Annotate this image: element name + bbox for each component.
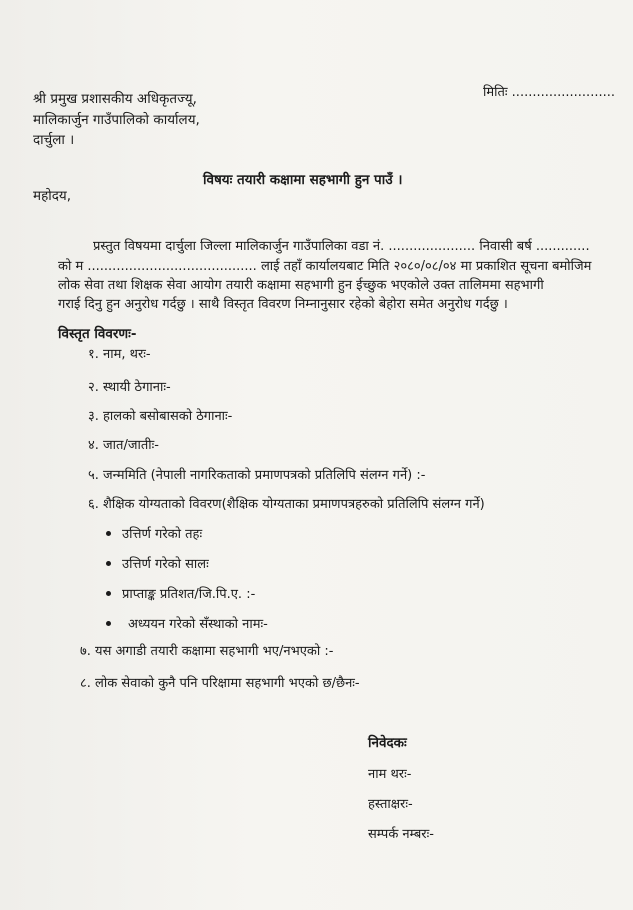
bullet-icon [106,561,111,566]
detail-item-7: ७. यस अगाडी तयारी कक्षामा सहभागी भए/नभएको :- [80,644,334,659]
body-line-4: गराई दिनु हुन अनुरोध गर्दछु । साथै विस्तृत विवरण निम्नानुसार रहेको बेहोरा समेत अनुरोध गर्दछु । [58,297,508,312]
subject-line: विषयः तयारी कक्षामा सहभागी हुन पाउँ । [203,172,403,188]
education-level: उत्तिर्ण गरेको तहः [122,527,203,542]
bullet-icon [106,531,111,536]
body-line-2: को म ......................................... लाई तहाँ कार्यालयबाट मिति २०८०/०८/०४ मा प्रकाशित सूचना बमोजिम [58,259,592,274]
passed-year: उत्तिर्ण गरेको सालः [122,557,209,572]
date-field: मितिः ......................... [483,85,615,100]
bullet-icon [106,591,111,596]
detail-item-8: ८. लोक सेवाको कुनै पनि परिक्षामा सहभागी भएको छ/छैनः- [80,676,360,691]
detail-item-4: ४. जात/जातीः- [88,438,159,453]
applicant-name: नाम थरः- [368,767,412,782]
bullet-icon [106,621,111,626]
detail-item-6: ६. शैक्षिक योग्यताको विवरण(शैक्षिक योग्यताका प्रमाणपत्रहरुको प्रतिलिपि संलग्न गर्ने) [88,497,485,512]
body-line-1: प्रस्तुत विषयमा दार्चुला जिल्ला मालिकार्जुन गाउँपालिका वडा नं. ..................... निवासी बर्ष ............. [93,239,590,254]
details-heading: विस्तृत विवरणः- [58,326,137,342]
applicant-signature: हस्ताक्षरः- [368,797,413,812]
applicant-contact: सम्पर्क नम्बरः- [368,827,434,842]
address-line-2: मालिकार्जुन गाउँपालिको कार्यालय, [33,112,200,128]
applicant-heading: निवेदकः [368,735,407,751]
salutation: महोदय, [33,188,72,204]
address-line-1: श्री प्रमुख प्रशासकीय अधिकृतज्यू, [33,91,197,107]
institution-name: अध्ययन गरेको सँस्थाको नामः- [128,617,268,632]
body-line-3: लोक सेवा तथा शिक्षक सेवा आयोग तयारी कक्षामा सहभागी हुन ईच्छुक भएकोले उक्त तालिममा सहभागी [58,278,544,293]
detail-item-1: १. नाम, थरः- [88,347,151,362]
detail-item-2: २. स्थायी ठेगानाः- [88,380,171,395]
percentage-gpa: प्राप्ताङ्क प्रतिशत/जि.पि.ए. :- [122,587,256,602]
detail-item-5: ५. जन्ममिति (नेपाली नागरिकताको प्रमाणपत्रको प्रतिलिपि संलग्न गर्ने) :- [88,468,426,483]
detail-item-3: ३. हालको बसोबासको ठेगानाः- [88,409,233,424]
address-line-3: दार्चुला । [33,132,75,148]
